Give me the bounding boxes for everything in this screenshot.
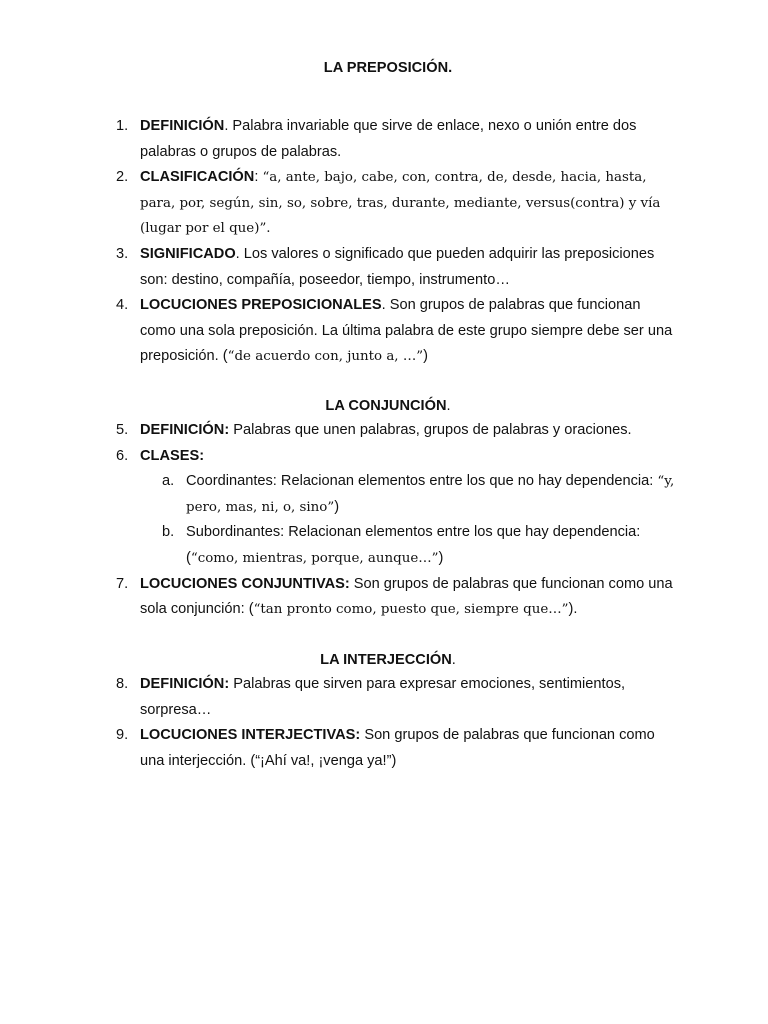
section-title-interjeccion: [0, 652, 768, 668]
list-item: [0, 418, 674, 444]
item-text: . Los valores o significado que pueden adquirir las preposiciones son: destino, compañía, poseedor, tiempo, instrumento…: [140, 245, 655, 288]
sub-example: “y, pero, mas, ni, o, sino”: [186, 474, 675, 515]
section-title-text: LA CONJUNCIÓN: [325, 398, 447, 414]
list-item: [0, 672, 674, 723]
sub-letter: b.: [162, 524, 175, 541]
section-title-period: .: [446, 398, 451, 414]
list-item: [0, 242, 674, 293]
sub-tail: ): [438, 549, 444, 566]
item-number: 9.: [116, 727, 129, 744]
section-title-preposicion: LA PREPOSICIÓN.: [323, 60, 453, 76]
sub-text: Coordinantes: Relacionan elementos entre los que no hay dependencia:: [186, 473, 658, 490]
item-number: 6.: [116, 447, 129, 464]
section-title-conjuncion: [0, 398, 768, 414]
item-example: “a, ante, bajo, cabe, con, contra, de, desde, hacia, hasta, para, por, según, sin, so, sobre, tras, durante, mediante, versus(contra) y vía (lugar por el que)”.: [140, 170, 661, 237]
item-term: DEFINICIÓN:: [140, 676, 230, 692]
item-term: CLASIFICACIÓN: [140, 169, 255, 186]
sub-tail: ): [334, 498, 340, 515]
item-term: CLASES:: [140, 447, 205, 464]
item-text: Palabras que unen palabras, grupos de palabras y oraciones.: [229, 422, 632, 438]
item-number: 3.: [116, 245, 129, 262]
item-term: LOCUCIONES CONJUNTIVAS:: [140, 575, 350, 592]
list-item: [0, 114, 674, 165]
item-text: . Son grupos de palabras que funcionan como una sola preposición. La última palabra de este grupo siempre debe ser una preposición. (: [140, 297, 673, 365]
sub-letter: a.: [162, 473, 175, 490]
list-item: [0, 572, 674, 623]
section-title-period: .: [451, 652, 456, 668]
item-number: 8.: [116, 676, 129, 692]
item-term: LOCUCIONES INTERJECTIVAS:: [140, 727, 361, 744]
item-term: DEFINICIÓN:: [140, 422, 230, 438]
conjuncion-list: [0, 418, 674, 623]
interjeccion-list: [0, 672, 674, 774]
item-text: Palabras que sirven para expresar emociones, sentimientos, sorpresa…: [140, 676, 626, 718]
item-text: :: [254, 169, 263, 186]
section-title-text: LA INTERJECCIÓN: [320, 652, 452, 668]
list-item: [0, 444, 674, 572]
item-term: SIGNIFICADO: [140, 245, 236, 262]
list-item: [0, 723, 674, 774]
item-example: “tan pronto como, puesto que, siempre que…”: [253, 602, 569, 618]
item-tail: ): [423, 348, 428, 365]
item-text: . Palabra invariable que sirve de enlace, nexo o unión entre dos palabras o grupos de palabras.: [140, 118, 637, 160]
item-number: 5.: [116, 422, 129, 438]
item-term: LOCUCIONES PREPOSICIONALES: [140, 297, 382, 314]
item-text: Son grupos de palabras que funcionan como una interjección. (“¡Ahí va!, ¡venga ya!”): [140, 727, 655, 769]
item-tail: ).: [568, 601, 578, 618]
sublist: [140, 469, 674, 571]
sublist-item: [140, 469, 682, 520]
item-text: Son grupos de palabras que funcionan como una sola conjunción: (: [140, 575, 673, 618]
item-example: “de acuerdo con, junto a, …”: [227, 349, 424, 365]
sub-text: Subordinantes: Relacionan elementos entre los que hay dependencia: (: [186, 524, 641, 566]
preposicion-list: [0, 114, 674, 370]
sub-example: “como, mientras, porque, aunque…”: [190, 550, 439, 566]
item-number: 4.: [116, 297, 129, 314]
list-item: [0, 293, 674, 370]
list-item: [0, 165, 674, 242]
item-number: 2.: [116, 169, 129, 186]
sublist-item: [140, 520, 682, 571]
item-number: 7.: [116, 575, 129, 592]
item-number: 1.: [116, 118, 129, 134]
item-term: DEFINICIÓN: [140, 118, 225, 134]
